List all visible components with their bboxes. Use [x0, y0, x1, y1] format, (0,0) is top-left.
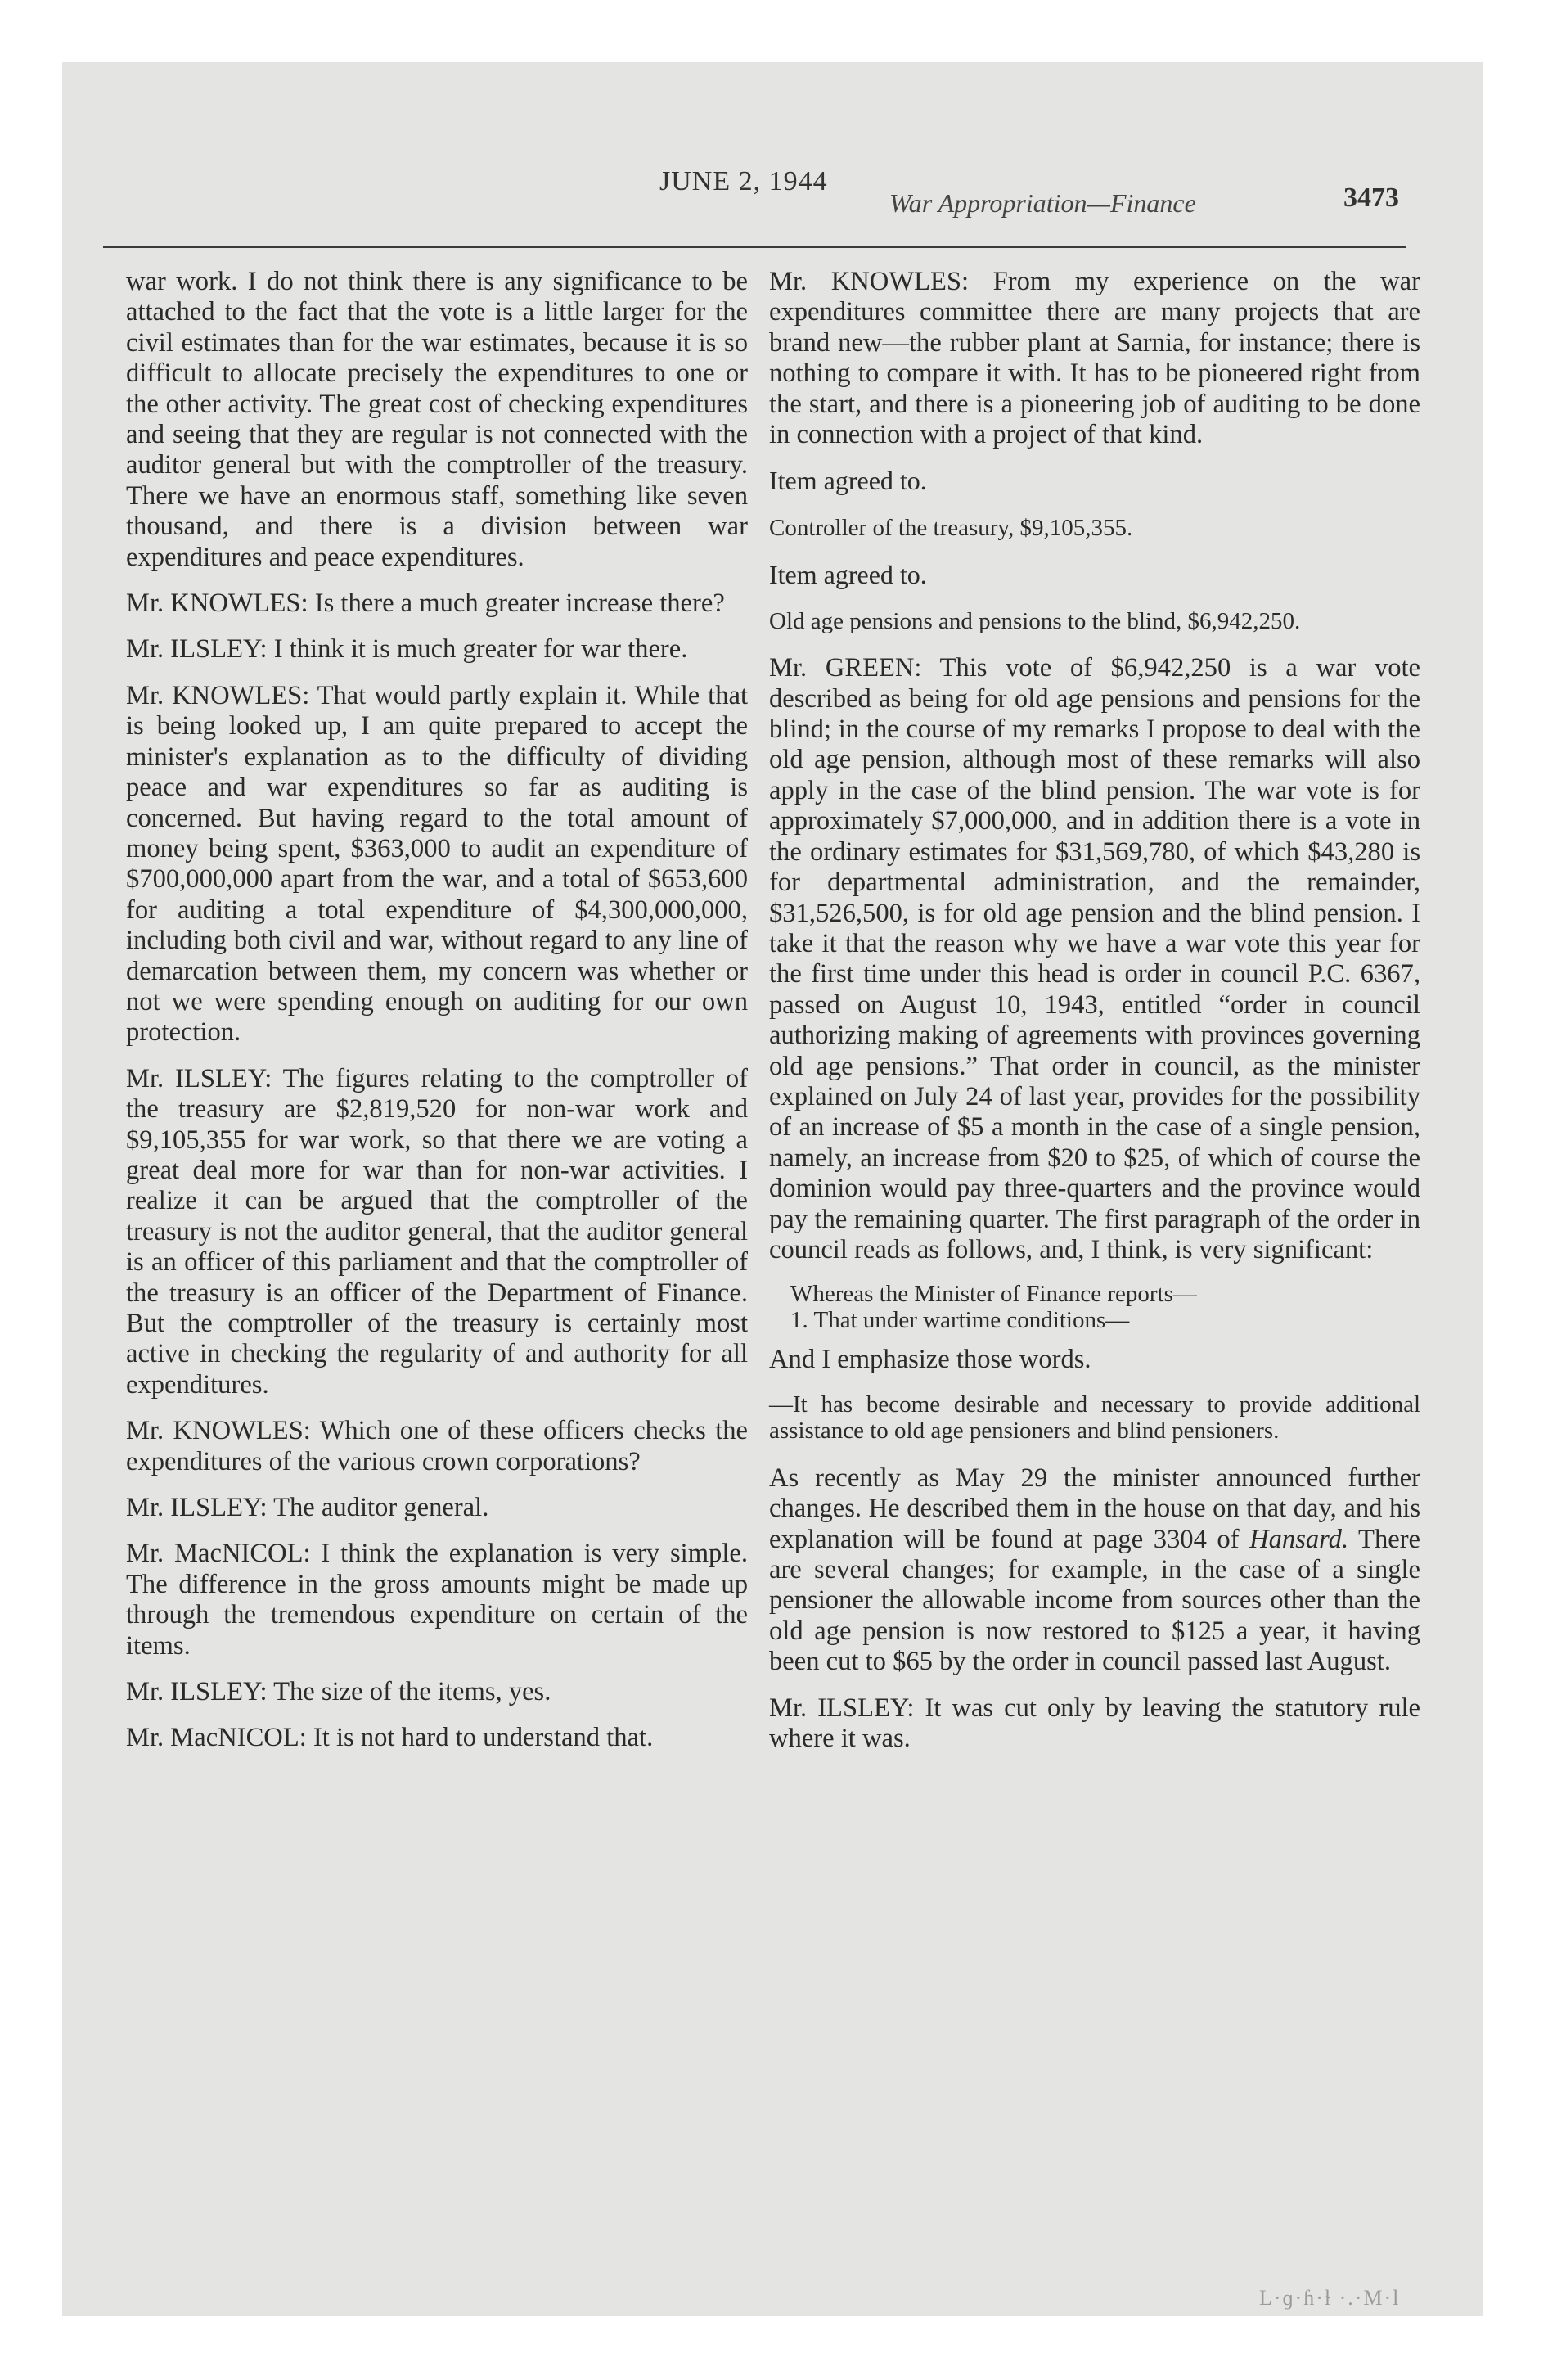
- text-run: There are several changes; for example, in the case of a single pensioner the allowable income from sources other than the old age pension is now restored to $125 a year, it having been cut to $65 by the order in council passed last August.: [769, 1524, 1421, 1677]
- quote-line: Whereas the Minister of Finance reports—: [790, 1281, 1197, 1308]
- paragraph: Mr. ILSLEY: I think it is much greater for war there.: [126, 634, 688, 665]
- header-rule-left: [103, 246, 569, 248]
- paragraph: Mr. KNOWLES: From my experience on the war expenditures committee there are many projects that are brand new—the rubber plant at Sarnia, for instance; there is nothing to compare it with. It has to be pioneered right from the start, and there is a pioneering job of auditing to be done in connection with a project of that kind.: [769, 267, 1420, 450]
- text-run: As recently as May 29 the minister announced further changes. He described them in the house on that day, and his explanation will be found at page 3304 of: [769, 1463, 1420, 1554]
- paragraph: Mr. MacNICOL: I think the explanation is very simple. The difference in the gross amounts might be made up through the tremendous expenditure on certain of the items.: [126, 1539, 748, 1661]
- paragraph: Mr. GREEN: This vote of $6,942,250 is a war vote described as being for old age pensions and pensions for the blind; in the course of my remarks I propose to deal with the old age pension, although most of these remarks will also apply in the case of the blind pension. The war vote is for approximately $7,000,000, and in addition there is a vote in the ordinary estimates for $31,569,780, of which $43,280 is for departmental administration, and the remainder, $31,526,500, is for old age pension and the blind pension. I take it that the reason why we have a war vote this year for the first time under this head is order in council P.C. 6367, passed on August 10, 1943, entitled “order in council authorizing making of agreements with provinces governing old age pensions.” That order in council, as the minister explained on July 24 of last year, provides for the possibility of an increase of $5 a month in the case of a single pension, namely, an increase from $20 to $25, of which of course the dominion would pay three-quarters and the province would pay the remaining quarter. The first paragraph of the order in council reads as follows, and, I think, is very significant:: [769, 653, 1420, 1264]
- right-column: [769, 267, 1420, 1769]
- block-quote: —It has become desirable and necessary to provide additional assistance to old age pensioners and blind pensioners.: [769, 1391, 1420, 1444]
- hansard-title: Hansard.: [1249, 1524, 1349, 1554]
- item-agreed: Item agreed to.: [769, 559, 927, 589]
- vote-heading: Controller of the treasury, $9,105,355.: [769, 514, 1133, 541]
- scanned-page: [62, 62, 1483, 2316]
- paragraph: Mr. ILSLEY: It was cut only by leaving the statutory rule where it was.: [769, 1693, 1420, 1754]
- paragraph: Mr. MacNICOL: It is not hard to understand that.: [126, 1723, 654, 1753]
- left-column: [126, 267, 748, 1769]
- paragraph: And I emphasize those words.: [769, 1345, 1091, 1375]
- paragraph: war work. I do not think there is any significance to be attached to the fact that the vote is a little larger for the civil estimates than for the war estimates, because it is so difficult to allocate precisely the expenditures to one or the other activity. The great cost of checking expenditures and seeing that they are regular is not connected with the auditor general but with the comptroller of the treasury. There we have an enormous staff, something like seven thousand, and there is a division between war expenditures and peace expenditures.: [126, 267, 748, 572]
- page-header: [62, 158, 1483, 218]
- item-agreed: Item agreed to.: [769, 466, 927, 496]
- vote-heading: Old age pensions and pensions to the blind, $6,942,250.: [769, 608, 1301, 635]
- header-rule-right: [831, 246, 1406, 248]
- page-number: 3473: [1343, 183, 1399, 213]
- paragraph: [769, 1463, 1420, 1678]
- block-quote: [769, 1281, 1420, 1333]
- quote-line: 1. That under wartime conditions—: [790, 1307, 1130, 1334]
- paragraph: Mr. KNOWLES: That would partly explain it. While that is being looked up, I am quite prepared to accept the minister's explanation as to the difficulty of dividing peace and war expenditures so far as auditing is concerned. But having regard to the total amount of money being spent, $363,000 to audit an expenditure of $700,000,000 apart from the war, and a total of $653,600 for auditing a total expenditure of $4,300,000,000, including both civil and war, without regard to any line of demarcation between them, my concern was whether or not we were spending enough on auditing for our own protection.: [126, 680, 748, 1048]
- paragraph: Mr. ILSLEY: The figures relating to the comptroller of the treasury are $2,819,520 for non-war work and $9,105,355 for war work, so that there we are voting a great deal more for war than for non-war activities. I realize it can be argued that the comptroller of the treasury is not the auditor general, that the auditor general is an officer of this parliament and that the comptroller of the treasury is an officer of the Department of Finance. But the comptroller of the treasury is certainly most active in checking the regularity of and authority for all expenditures.: [126, 1063, 748, 1400]
- paragraph: Mr. ILSLEY: The auditor general.: [126, 1493, 489, 1523]
- paragraph: Mr. ILSLEY: The size of the items, yes.: [126, 1677, 551, 1707]
- paragraph: Mr. KNOWLES: Is there a much greater increase there?: [126, 588, 725, 619]
- header-section-title: War Appropriation—Finance: [889, 188, 1196, 218]
- footer-mark: L·ɡ·ɦ·ɫ ·.·M·l: [1259, 2286, 1401, 2310]
- paragraph: Mr. KNOWLES: Which one of these officers checks the expenditures of the various crown corporations?: [126, 1416, 748, 1476]
- header-date: JUNE 2, 1944: [659, 166, 828, 196]
